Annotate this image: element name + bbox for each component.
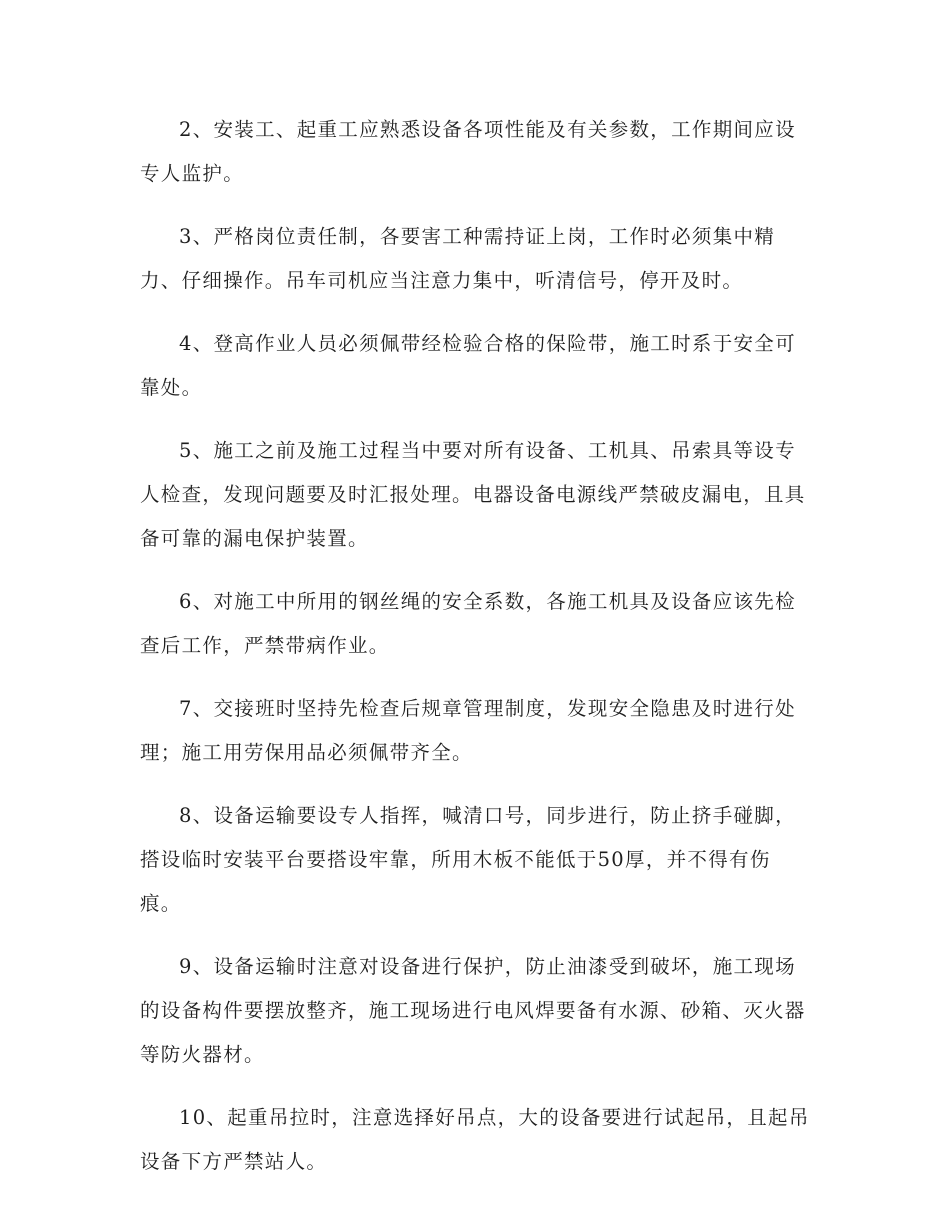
- paragraph-item-5: 5、施工之前及施工过程当中要对所有设备、工机具、吊索具等设专人检查，发现问题要及时汇报处理。电器设备电源线严禁破皮漏电，且具备可靠的漏电保护装置。: [140, 439, 806, 550]
- paragraph-item-10: 10、起重吊拉时，注意选择好吊点，大的设备要进行试起吊，且起吊设备下方严禁站人。: [140, 1106, 810, 1173]
- paragraph-item-3: 3、严格岗位责任制，各要害工种需持证上岗，工作时必须集中精力、仔细操作。吊车司机应当注意力集中，听清信号，停开及时。: [140, 225, 776, 292]
- paragraph-item-9: 9、设备运输时注意对设备进行保护，防止油漆受到破坏，施工现场的设备构件要摆放整齐，施工现场进行电风焊要备有水源、砂箱、灭火器等防火器材。: [140, 955, 806, 1066]
- paragraph-item-6: 6、对施工中所用的钢丝绳的安全系数，各施工机具及设备应该先检查后工作，严禁带病作业。: [140, 590, 796, 657]
- paragraph-item-7: 7、交接班时坚持先检查后规章管理制度，发现安全隐患及时进行处理；施工用劳保用品必须佩带齐全。: [140, 697, 796, 764]
- paragraph-item-4: 4、登高作业人员必须佩带经检验合格的保险带，施工时系于安全可靠处。: [140, 332, 796, 399]
- paragraph-item-8: 8、设备运输要设专人指挥，喊清口号，同步进行，防止挤手碰脚，搭设临时安装平台要搭设牢靠，所用木板不能低于50厚，并不得有伤痕。: [140, 804, 796, 915]
- paragraph-item-2: 2、安装工、起重工应熟悉设备各项性能及有关参数，工作期间应设专人监护。: [140, 118, 796, 185]
- document-body: [140, 108, 810, 1203]
